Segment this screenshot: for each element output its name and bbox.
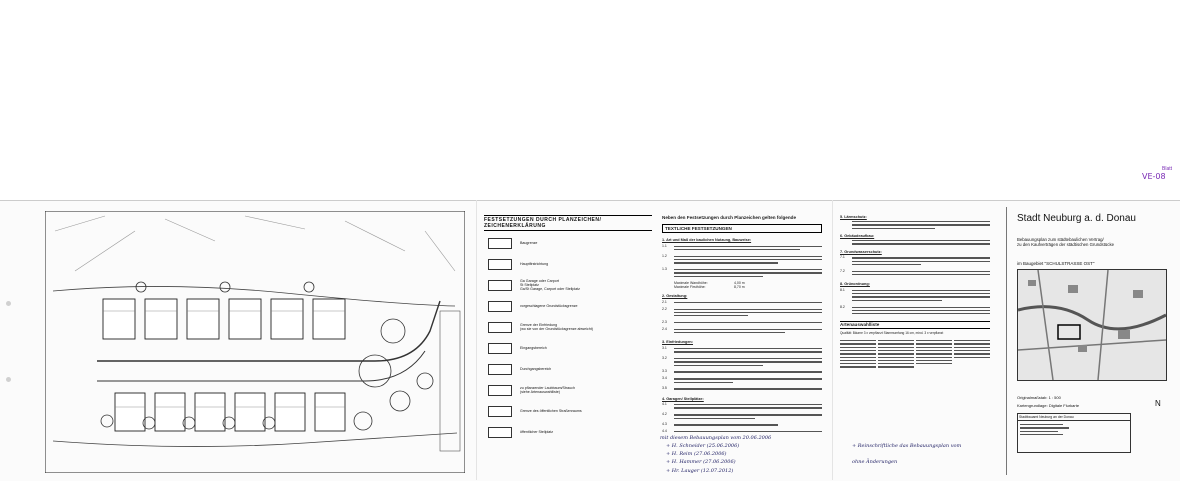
legend-item bbox=[484, 255, 652, 273]
height-limits: Maximale Wandhöhe: 4,00 m Maximale Firsthöhe: 8,70 m bbox=[674, 280, 745, 290]
office-stamp: Stadtbauamt Neuburg an der Donau bbox=[1017, 413, 1131, 453]
legend-symbol-icon bbox=[488, 406, 512, 417]
original-scale: Originalmaßstab: 1 : 500 bbox=[1017, 395, 1061, 400]
handwritten-note: + H. Schneider (25.06.2006) bbox=[666, 443, 740, 449]
legend-label: Grenze des öffentlichen Straßenraums bbox=[520, 408, 582, 413]
legend-symbol-icon bbox=[488, 343, 512, 354]
section-item: 3.1 bbox=[662, 346, 822, 355]
section-item: 4.4 bbox=[662, 429, 822, 434]
section-7-heading: 7. Grundwasserschutz: bbox=[840, 249, 882, 254]
section-2-heading: 2. Gestaltung: bbox=[662, 294, 688, 299]
section-6-heading: 6. Gebäudeaufbau: bbox=[840, 233, 875, 238]
legend-symbol-icon bbox=[488, 238, 512, 249]
handwritten-note: + H. Reim (27.06.2006) bbox=[666, 451, 727, 457]
section-item: 2.1 bbox=[662, 300, 822, 305]
legend-symbol-icon bbox=[488, 259, 512, 270]
legend-label: Durchgangsbereich bbox=[520, 366, 552, 371]
text-intro: Neben den Festsetzungen durch Planzeichen gelten folgende bbox=[662, 215, 797, 220]
legend-label: zu pflanzender Laubbaum/Strauch (siehe Artenauswahlliste) bbox=[520, 385, 575, 394]
legend bbox=[484, 215, 652, 465]
section-item: 8.1 bbox=[840, 288, 990, 303]
section-3-heading: 3. Einfriedungen: bbox=[662, 340, 694, 345]
punch-hole bbox=[6, 301, 11, 306]
site-plan-drawing bbox=[45, 211, 465, 473]
legend-item bbox=[484, 381, 652, 399]
section-item: 3.2 bbox=[662, 356, 822, 368]
handwritten-note: + Hr. Lauger (12.07.2012) bbox=[666, 468, 734, 474]
legend-label: Hauptfirstrichtung bbox=[520, 261, 549, 266]
section-item: 3.5 bbox=[662, 386, 822, 391]
map-basis: Kartengrundlage: Digitale Flurkarte bbox=[1017, 403, 1080, 408]
legend-item bbox=[484, 318, 652, 336]
section-item: 4.2 bbox=[662, 412, 822, 421]
city-title: Stadt Neuburg a. d. Donau bbox=[1017, 213, 1136, 224]
section-item: 3.3 bbox=[662, 369, 822, 374]
revision-stamp-small: Blatt bbox=[1162, 166, 1173, 172]
section-5-heading: 5. Lärmschutz: bbox=[840, 215, 867, 219]
species-list-heading: Artenauswahlliste bbox=[840, 321, 990, 329]
legend-label: Grenze der Einfriedung (wo sie von der Grundstücksgrenze abweicht) bbox=[520, 322, 593, 331]
legend-label: Baugrenze bbox=[520, 240, 538, 245]
legend-label: öffentlicher Stellplatz bbox=[520, 429, 554, 434]
section-1-heading: 1. Art und Maß der baulichen Nutzung, Bauweise: bbox=[662, 238, 752, 242]
handwritten-note: ohne Änderungen bbox=[852, 459, 898, 465]
development-area: im Baugebiet "SCHULSTRASSE OST" bbox=[1017, 261, 1095, 266]
title-block bbox=[1006, 207, 1177, 475]
revision-stamp: VE-08 bbox=[1142, 172, 1166, 181]
legend-title: FESTSETZUNGEN DURCH PLANZEICHEN/ ZEICHENERKLÄRUNG bbox=[484, 215, 652, 231]
fold-line bbox=[832, 200, 833, 480]
section-item: 1.1 bbox=[662, 244, 822, 253]
text-heading: TEXTLICHE FESTSETZUNGEN bbox=[662, 224, 822, 234]
legend-symbol-icon bbox=[488, 427, 512, 438]
section-item: 8.2 bbox=[840, 305, 990, 317]
legend-item bbox=[484, 423, 652, 441]
legend-items bbox=[484, 234, 652, 441]
legend-label: Ga Garage oder Carport St Stellplatz Ga/St Garage, Carport oder Stellplatz bbox=[520, 278, 580, 292]
section-item: 1.2 bbox=[662, 254, 822, 266]
overview-map bbox=[1017, 269, 1167, 381]
fold-line bbox=[476, 200, 477, 480]
section-4-heading: 4. Garagen/ Stellplätze: bbox=[662, 396, 704, 401]
north-arrow-icon: N bbox=[1155, 399, 1161, 408]
legend-item bbox=[484, 360, 652, 378]
section-item: 7.1 bbox=[840, 255, 990, 267]
section-item: 7.2 bbox=[840, 269, 990, 278]
species-table bbox=[840, 338, 990, 370]
section-8-heading: 8. Grünordnung: bbox=[840, 282, 870, 287]
text-column-2 bbox=[840, 215, 990, 370]
handwritten-note: + H. Hammer (27.06.2006) bbox=[666, 459, 736, 465]
legend-symbol-icon bbox=[488, 385, 512, 396]
legend-item bbox=[484, 297, 652, 315]
legend-symbol-icon bbox=[488, 301, 512, 312]
section-item: 1.3 bbox=[662, 267, 822, 279]
legend-item bbox=[484, 234, 652, 252]
legend-symbol-icon bbox=[488, 364, 512, 375]
section-item: 2.4 bbox=[662, 327, 822, 336]
section-item: 4.3 bbox=[662, 422, 822, 427]
legend-item bbox=[484, 402, 652, 420]
legend-label: Eingangsbereich bbox=[520, 345, 547, 350]
punch-hole bbox=[6, 377, 11, 382]
legend-symbol-icon bbox=[488, 280, 512, 291]
handwritten-note: + Reinschriftliche das Bebauungsplan vom bbox=[852, 443, 962, 449]
plan-subtitle: Bebauungsplan zum städtebaulichen Vertrag/ zu den Kaufverträgen der städtischen Grundstücke bbox=[1017, 237, 1114, 248]
legend-symbol-icon bbox=[488, 322, 512, 333]
handwritten-note: mit diesem Bebauungsplan vom 20.06.2006 bbox=[660, 435, 772, 441]
section-item: 4.1 bbox=[662, 402, 822, 411]
overview-map-drawing bbox=[1018, 270, 1166, 380]
quality-note: Qualität: Bäume 3 x verpflanzt Stammumfang 16 cm, mind. 3 x verpflanzt bbox=[840, 330, 944, 335]
section-item: 2.3 bbox=[662, 320, 822, 325]
section-item: 2.2 bbox=[662, 307, 822, 319]
plan-sheet bbox=[0, 200, 1180, 481]
legend-label: vorgeschlagene Grundstücksgrenze bbox=[520, 303, 578, 308]
section-item: 3.4 bbox=[662, 376, 822, 385]
text-column-1 bbox=[662, 215, 822, 434]
legend-item bbox=[484, 339, 652, 357]
legend-item bbox=[484, 276, 652, 294]
